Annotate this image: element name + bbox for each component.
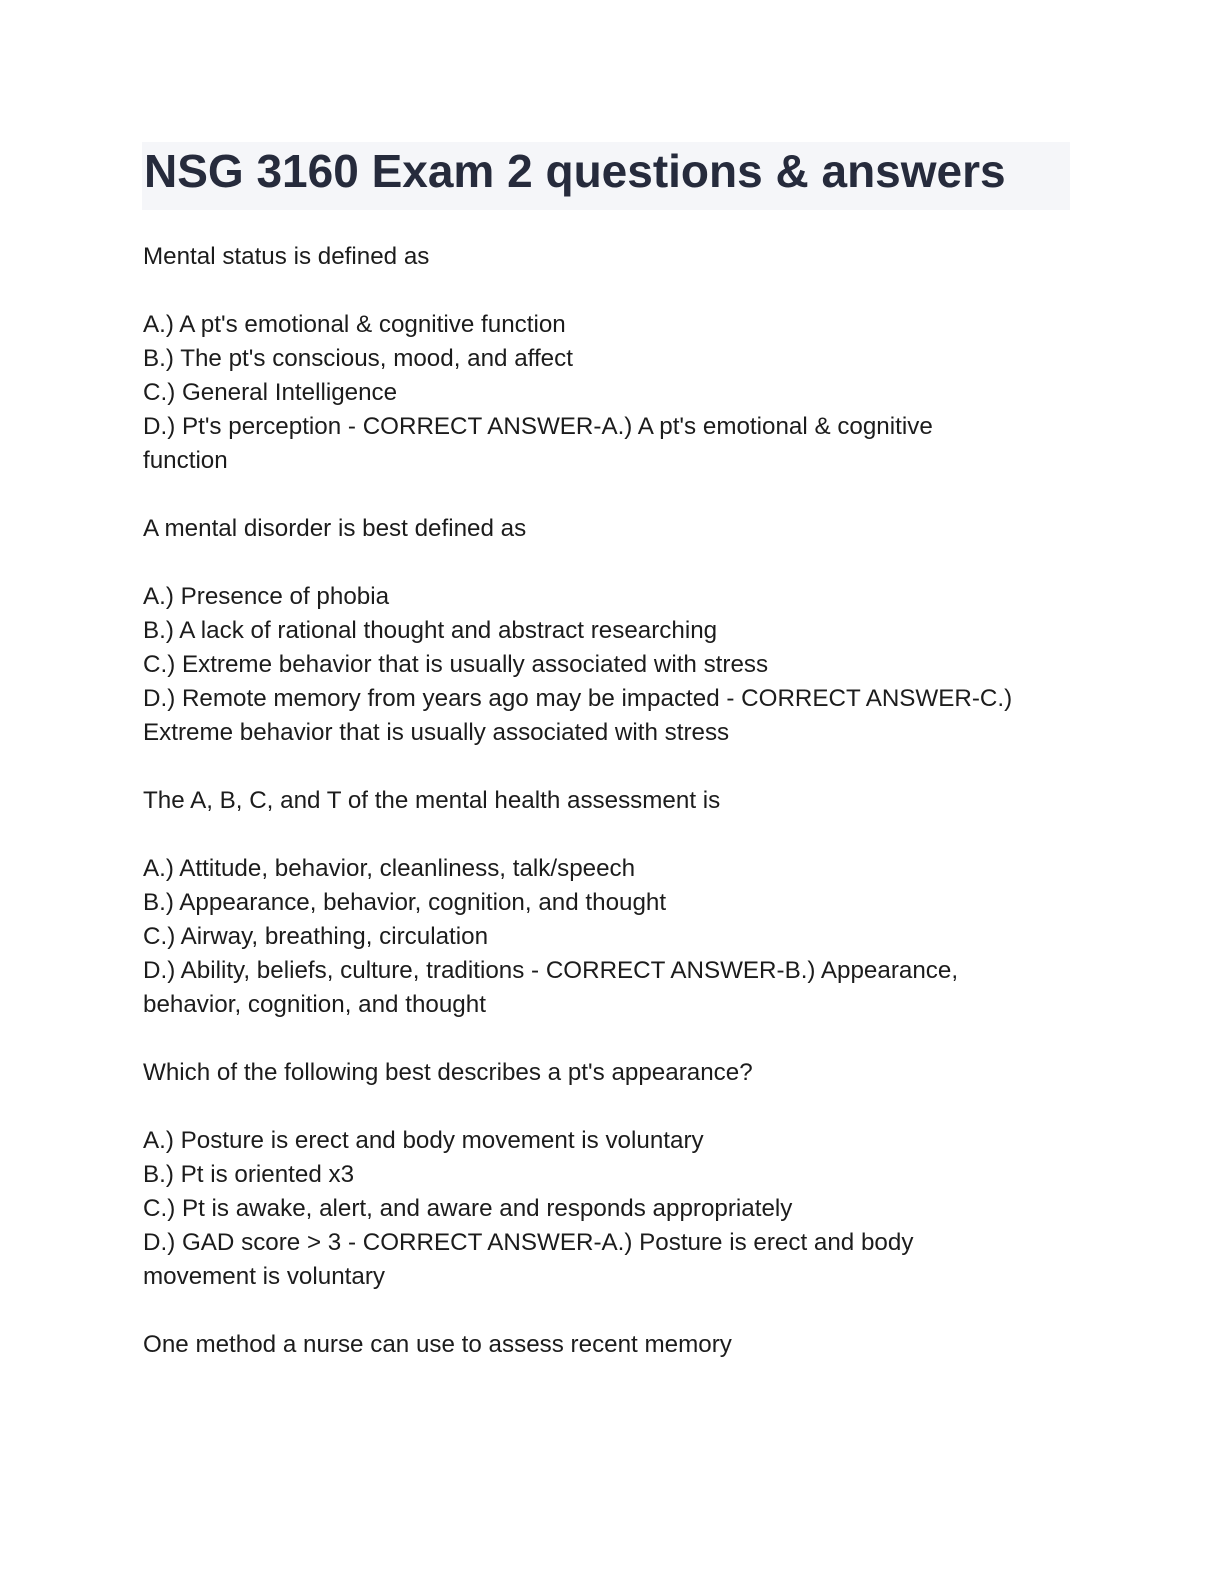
title-banner (142, 142, 1070, 210)
question-prompt: A mental disorder is best defined as (143, 515, 527, 542)
question-prompt: One method a nurse can use to assess recent memory (143, 1331, 732, 1358)
answer-option-d-with-correct-answer: D.) GAD score > 3 - CORRECT ANSWER-A.) Posture is erect and body (143, 1229, 914, 1256)
answer-option-c: C.) Airway, breathing, circulation (143, 923, 489, 950)
question-list (143, 240, 1078, 1396)
correct-answer-continuation: Extreme behavior that is usually associated with stress (143, 719, 730, 746)
question-block (143, 1328, 1078, 1362)
answer-option-c: C.) General Intelligence (143, 379, 398, 406)
question-prompt: Which of the following best describes a pt's appearance? (143, 1059, 753, 1086)
question-prompt: Mental status is defined as (143, 243, 430, 270)
correct-answer-continuation: behavior, cognition, and thought (143, 991, 486, 1018)
question-block (143, 512, 1078, 750)
answer-option-c: C.) Extreme behavior that is usually associated with stress (143, 651, 769, 678)
correct-answer-continuation: function (143, 447, 228, 474)
question-block (143, 784, 1078, 1022)
answer-option-d-with-correct-answer: D.) Remote memory from years ago may be impacted - CORRECT ANSWER-C.) (143, 685, 1013, 712)
answer-option-a: A.) Posture is erect and body movement is voluntary (143, 1127, 704, 1154)
page-title: NSG 3160 Exam 2 questions & answers (144, 145, 1006, 197)
answer-option-d-with-correct-answer: D.) Pt's perception - CORRECT ANSWER-A.) A pt's emotional & cognitive (143, 413, 933, 440)
question-block (143, 240, 1078, 478)
answer-option-d-with-correct-answer: D.) Ability, beliefs, culture, traditions - CORRECT ANSWER-B.) Appearance, (143, 957, 959, 984)
correct-answer-continuation: movement is voluntary (143, 1263, 385, 1290)
answer-option-a: A.) Presence of phobia (143, 583, 390, 610)
question-prompt: The A, B, C, and T of the mental health assessment is (143, 787, 721, 814)
answer-option-a: A.) Attitude, behavior, cleanliness, talk/speech (143, 855, 636, 882)
answer-option-a: A.) A pt's emotional & cognitive function (143, 311, 566, 338)
answer-option-c: C.) Pt is awake, alert, and aware and responds appropriately (143, 1195, 793, 1222)
answer-option-b: B.) The pt's conscious, mood, and affect (143, 345, 573, 372)
answer-option-b: B.) A lack of rational thought and abstract researching (143, 617, 718, 644)
question-block (143, 1056, 1078, 1294)
answer-option-b: B.) Appearance, behavior, cognition, and thought (143, 889, 667, 916)
answer-option-b: B.) Pt is oriented x3 (143, 1161, 355, 1188)
